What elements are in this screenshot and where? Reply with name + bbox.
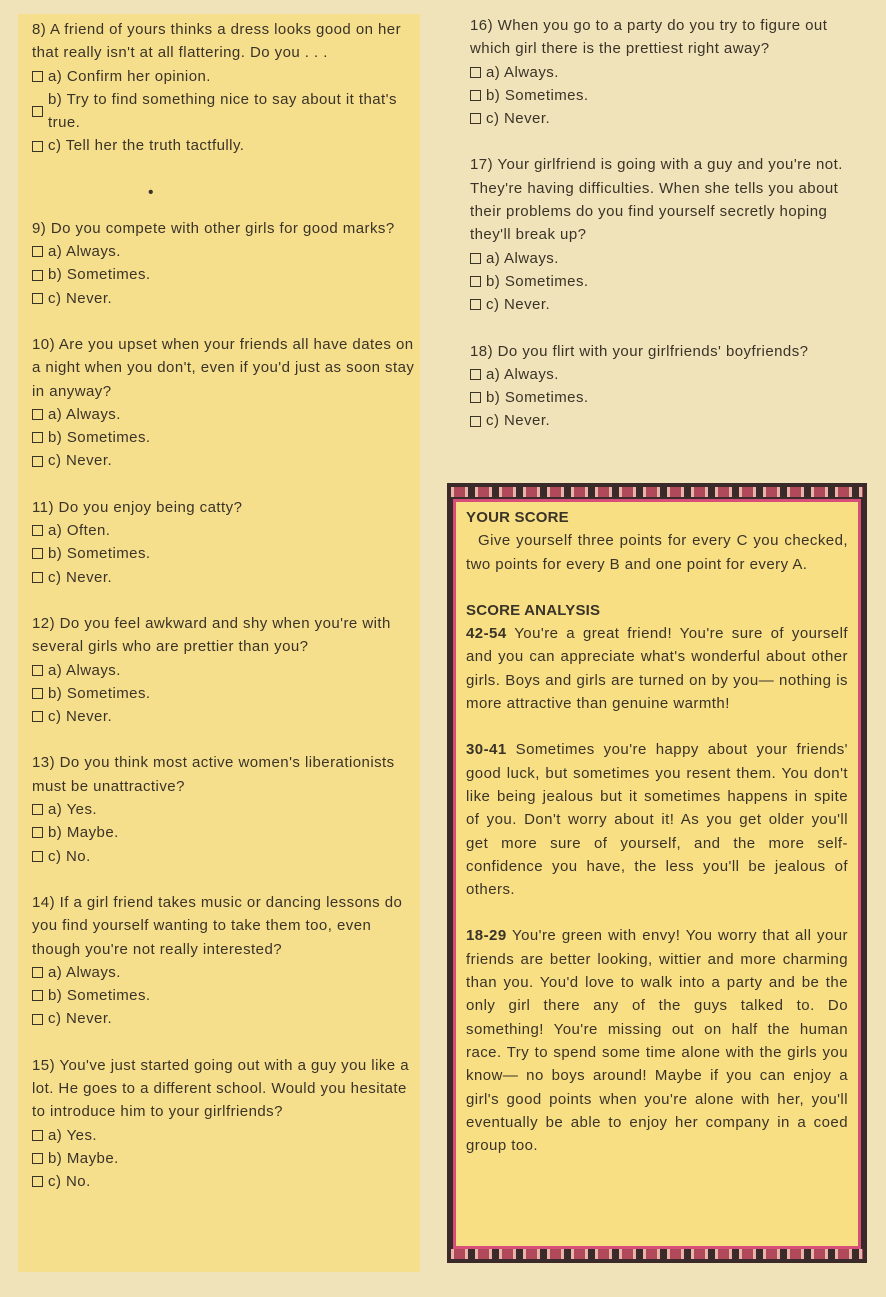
answer-label: a) Always. bbox=[486, 365, 559, 383]
answer-label: b) Maybe. bbox=[48, 1149, 119, 1167]
checkbox[interactable] bbox=[32, 688, 43, 699]
quiz-question bbox=[470, 153, 870, 316]
checkbox[interactable] bbox=[470, 90, 481, 101]
question-text: 17) Your girlfriend is going with a guy and you're not. They're having difficulties. When she tells you about their problems do you find yourself secretly hoping they'll break up? bbox=[470, 156, 843, 244]
answer-label: c) Never. bbox=[48, 452, 113, 470]
answer-label: a) Always. bbox=[48, 243, 121, 261]
answer-option[interactable] bbox=[32, 961, 420, 984]
quiz-question bbox=[32, 18, 420, 158]
question-text: 13) Do you think most active women's liberationists must be unattractive? bbox=[32, 754, 395, 795]
score-description: You're green with envy! You worry that all your friends are better looking, wittier and more charming than you. You'd love to walk into a party and be the only girl there any of the guys talked to. Do something! You're missing out on half the human race. Try to spend some time alone with the girls you know— no boys around! Maybe if you can enjoy a girl's good points when you're alone with her, you'll eventually be able to enjoy her company in a coed group too. bbox=[466, 927, 848, 1155]
checkbox[interactable] bbox=[470, 416, 481, 427]
your-score-heading: YOUR SCORE bbox=[466, 509, 569, 526]
quiz-question bbox=[470, 14, 870, 130]
answer-option[interactable] bbox=[470, 386, 870, 409]
answer-option[interactable] bbox=[470, 270, 870, 293]
right-column-questions bbox=[470, 14, 870, 456]
answer-label: c) Never. bbox=[486, 110, 551, 128]
checkbox[interactable] bbox=[32, 141, 43, 152]
score-box-content bbox=[453, 499, 861, 1249]
score-description: Sometimes you're happy about your friends' good luck, but sometimes you resent them. You don't like being jealous but it sometimes happens in spite of you. Don't worry about it! As you get older you'll get more sure of yourself, and the more self-confidence you have, the less you'll be jealous of others. bbox=[466, 741, 848, 899]
quiz-question bbox=[32, 496, 420, 589]
answer-option[interactable] bbox=[470, 107, 870, 130]
answer-label: b) Sometimes. bbox=[48, 545, 151, 563]
answer-option[interactable] bbox=[470, 293, 870, 316]
answer-option[interactable] bbox=[32, 403, 420, 426]
score-range: 18-29 bbox=[466, 927, 507, 945]
answer-option[interactable] bbox=[32, 287, 420, 310]
quiz-question bbox=[32, 1054, 420, 1194]
question-text: 8) A friend of yours thinks a dress looks good on her that really isn't at all flattering. Do you . . . bbox=[32, 21, 402, 62]
checkbox[interactable] bbox=[470, 276, 481, 287]
answer-label: b) Try to find something nice to say about it that's true. bbox=[48, 90, 397, 132]
answer-option[interactable] bbox=[32, 845, 420, 868]
answer-label: b) Sometimes. bbox=[48, 684, 151, 702]
answer-option[interactable] bbox=[32, 682, 420, 705]
answer-label: b) Maybe. bbox=[48, 824, 119, 842]
answer-option[interactable] bbox=[32, 1007, 420, 1030]
answer-label: c) Tell her the truth tactfully. bbox=[48, 137, 245, 155]
answer-label: b) Sometimes. bbox=[486, 272, 589, 290]
answer-option[interactable] bbox=[32, 659, 420, 682]
checkbox[interactable] bbox=[470, 253, 481, 264]
score-instructions: Give yourself three points for every C you checked, two points for every B and one point for every A. bbox=[466, 532, 848, 573]
checkbox[interactable] bbox=[32, 827, 43, 838]
score-result bbox=[466, 924, 848, 1157]
answer-label: b) Sometimes. bbox=[48, 987, 151, 1005]
checkbox[interactable] bbox=[32, 548, 43, 559]
answer-option[interactable] bbox=[470, 61, 870, 84]
score-box bbox=[447, 483, 867, 1263]
checkbox[interactable] bbox=[32, 1130, 43, 1141]
answer-label: a) Always. bbox=[48, 963, 121, 981]
answer-option[interactable] bbox=[32, 88, 420, 135]
checkbox[interactable] bbox=[32, 851, 43, 862]
answer-option[interactable] bbox=[32, 449, 420, 472]
checkbox[interactable] bbox=[32, 409, 43, 420]
answer-option[interactable] bbox=[470, 363, 870, 386]
answer-option[interactable] bbox=[470, 409, 870, 432]
answer-label: a) Always. bbox=[486, 63, 559, 81]
answer-label: a) Always. bbox=[48, 405, 121, 423]
answer-label: a) Often. bbox=[48, 522, 111, 540]
answer-label: c) Never. bbox=[486, 412, 551, 430]
score-results bbox=[466, 622, 848, 1157]
checkbox[interactable] bbox=[32, 665, 43, 676]
answer-label: a) Confirm her opinion. bbox=[48, 67, 211, 85]
decorative-border-top bbox=[451, 487, 863, 497]
answer-label: a) Yes. bbox=[48, 801, 98, 819]
checkbox[interactable] bbox=[32, 1176, 43, 1187]
separator-dot: • bbox=[148, 183, 154, 201]
answer-label: b) Sometimes. bbox=[48, 429, 151, 447]
score-result bbox=[466, 738, 848, 901]
score-result bbox=[466, 622, 848, 715]
checkbox[interactable] bbox=[32, 1153, 43, 1164]
checkbox[interactable] bbox=[32, 804, 43, 815]
answer-label: a) Always. bbox=[486, 249, 559, 267]
answer-label: c) No. bbox=[48, 1173, 91, 1191]
checkbox[interactable] bbox=[32, 525, 43, 536]
answer-option[interactable] bbox=[32, 240, 420, 263]
answer-label: c) Never. bbox=[48, 708, 113, 726]
quiz-question bbox=[32, 612, 420, 728]
checkbox[interactable] bbox=[32, 572, 43, 583]
answer-label: c) No. bbox=[48, 847, 91, 865]
checkbox[interactable] bbox=[32, 106, 43, 117]
answer-option[interactable] bbox=[32, 821, 420, 844]
answer-option[interactable] bbox=[32, 542, 420, 565]
answer-option[interactable] bbox=[32, 1124, 420, 1147]
question-text: 10) Are you upset when your friends all have dates on a night when you don't, even if you'd just as soon stay in anyway? bbox=[32, 335, 415, 400]
quiz-question bbox=[32, 333, 420, 473]
checkbox[interactable] bbox=[32, 456, 43, 467]
answer-option[interactable] bbox=[32, 1170, 420, 1193]
answer-option[interactable] bbox=[32, 263, 420, 286]
checkbox[interactable] bbox=[32, 270, 43, 281]
decorative-border-bottom bbox=[451, 1249, 863, 1259]
quiz-question bbox=[32, 891, 420, 1031]
answer-option[interactable] bbox=[32, 984, 420, 1007]
checkbox[interactable] bbox=[32, 1014, 43, 1025]
question-text: 12) Do you feel awkward and shy when you're with several girls who are prettier than you? bbox=[32, 614, 391, 656]
quiz-question bbox=[32, 217, 420, 310]
score-description: You're a great friend! You're sure of yourself and you can appreciate what's wonderful about other girls. Boys and girls are turned on by you— nothing is more attractive than genuine warmth! bbox=[466, 625, 848, 713]
answer-label: b) Sometimes. bbox=[486, 86, 589, 104]
answer-label: c) Never. bbox=[486, 296, 551, 314]
answer-option[interactable] bbox=[32, 798, 420, 821]
quiz-question bbox=[32, 751, 420, 867]
checkbox[interactable] bbox=[470, 67, 481, 78]
answer-label: a) Always. bbox=[48, 661, 121, 679]
answer-label: a) Yes. bbox=[48, 1126, 98, 1144]
question-text: 14) If a girl friend takes music or dancing lessons do you find yourself wanting to take them too, even though you're not really interested? bbox=[32, 893, 403, 958]
answer-option[interactable] bbox=[32, 134, 420, 157]
checkbox[interactable] bbox=[32, 71, 43, 82]
checkbox[interactable] bbox=[470, 299, 481, 310]
checkbox[interactable] bbox=[32, 967, 43, 978]
checkbox[interactable] bbox=[32, 293, 43, 304]
answer-label: b) Sometimes. bbox=[486, 389, 589, 407]
answer-option[interactable] bbox=[470, 247, 870, 270]
answer-option[interactable] bbox=[470, 84, 870, 107]
answer-option[interactable] bbox=[32, 65, 420, 88]
left-column-questions bbox=[18, 14, 420, 1272]
checkbox[interactable] bbox=[470, 369, 481, 380]
question-text: 16) When you go to a party do you try to figure out which girl there is the prettiest right away? bbox=[470, 17, 828, 58]
quiz-question bbox=[470, 340, 870, 433]
question-text: 18) Do you flirt with your girlfriends' boyfriends? bbox=[470, 342, 809, 360]
answer-label: c) Never. bbox=[48, 568, 113, 586]
answer-option[interactable] bbox=[32, 519, 420, 542]
checkbox[interactable] bbox=[32, 711, 43, 722]
answer-option[interactable] bbox=[32, 566, 420, 589]
question-text: 11) Do you enjoy being catty? bbox=[32, 498, 243, 516]
answer-option[interactable] bbox=[32, 705, 420, 728]
answer-label: b) Sometimes. bbox=[48, 266, 151, 284]
checkbox[interactable] bbox=[32, 246, 43, 257]
answer-option[interactable] bbox=[32, 426, 420, 449]
answer-option[interactable] bbox=[32, 1147, 420, 1170]
question-text: 15) You've just started going out with a guy you like a lot. He goes to a different school. Would you hesitate to introduce him to your girlfriends? bbox=[32, 1056, 410, 1121]
score-range: 30-41 bbox=[466, 741, 507, 759]
checkbox[interactable] bbox=[32, 990, 43, 1001]
answer-label: c) Never. bbox=[48, 289, 113, 307]
checkbox[interactable] bbox=[470, 392, 481, 403]
answer-label: c) Never. bbox=[48, 1010, 113, 1028]
checkbox[interactable] bbox=[470, 113, 481, 124]
question-text: 9) Do you compete with other girls for good marks? bbox=[32, 219, 395, 237]
checkbox[interactable] bbox=[32, 432, 43, 443]
score-range: 42-54 bbox=[466, 625, 507, 643]
score-analysis-heading: SCORE ANALYSIS bbox=[466, 601, 601, 619]
